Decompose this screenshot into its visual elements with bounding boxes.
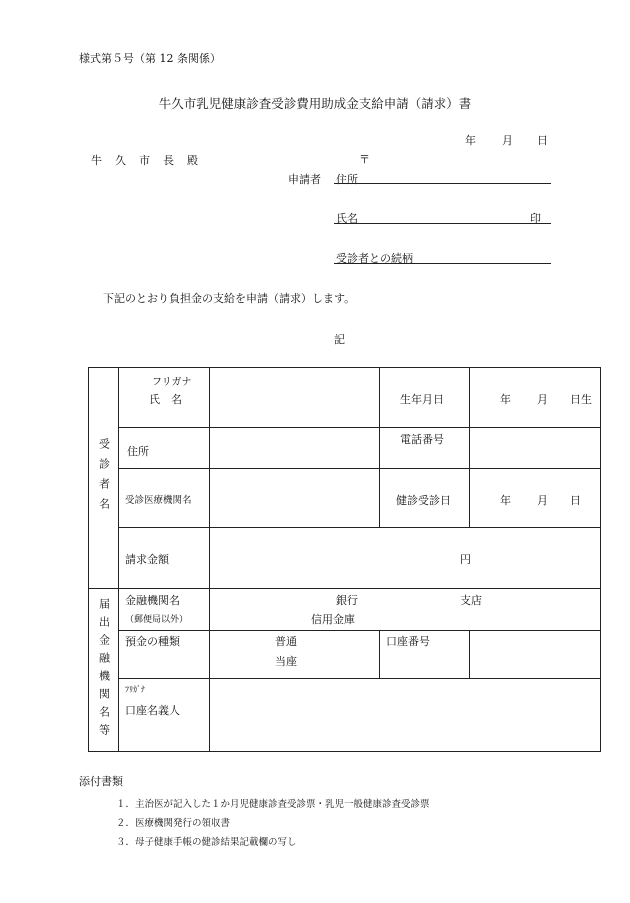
deposit-type-input[interactable] [210,631,380,679]
birth-label: 生年月日 [400,393,444,406]
applicant-address-label: 住所 [336,173,358,186]
addressee: 牛 久 市 長 殿 [91,154,199,167]
branch-label: 支店 [460,594,482,607]
birth-label-cell [380,368,470,428]
clinic-label: 受診医療機関名 [125,495,192,506]
holder-row [89,679,601,752]
address-line[interactable] [334,183,551,184]
yen-label: 円 [460,553,471,566]
birth-day-unit: 日生 [570,393,592,406]
attachment-item-2: ２．医療機関発行の領収書 [116,818,231,829]
postal-mark: 〒 [359,153,370,166]
institution-note: （郵便局以外） [125,615,189,625]
name-label-cell [119,368,210,428]
relation-line[interactable] [334,263,551,264]
statement: 下記のとおり負担金の支給を申請（請求）します。 [103,292,356,305]
institution-label: 金融機関名 [125,594,180,607]
patient-address-label: 住所 [127,445,149,458]
clinic-label-cell [119,469,210,528]
exam-day-unit: 日 [570,494,581,507]
attachment-item-1: １．主治医が記入した１か月児健康診査受診票・乳児一般健康診査受診票 [116,799,430,810]
date-month-label: 月 [502,134,513,147]
patient-section-label: 受診者名 [89,368,119,589]
birth-month-unit: 月 [537,393,548,406]
holder-label-cell [119,679,210,752]
date-year-label: 年 [465,134,476,147]
name-line[interactable] [334,223,551,224]
holder-label: 口座名義人 [125,704,180,717]
bank-section-label: 届出金融機関名等 [89,589,119,752]
clinic-input[interactable] [210,469,380,528]
account-number-label: 口座番号 [386,635,430,648]
deposit-row [89,631,601,679]
account-number-label-cell [380,631,470,679]
phone-label-cell [380,428,470,469]
ki-label: 記 [334,333,345,346]
applicant-name-label: 氏名 [336,212,358,225]
bank-label: 銀行 [336,594,358,607]
furigana-label: フリガナ [152,377,192,388]
deposit-current: 当座 [275,655,297,668]
seal-label: 印 [530,212,541,225]
deposit-ordinary: 普通 [275,635,297,648]
institution-label-cell [119,589,210,631]
deposit-type-label: 預金の種類 [125,635,180,648]
exam-date-input[interactable] [470,469,601,528]
birth-year-unit: 年 [500,393,511,406]
amount-label-cell [119,528,210,589]
holder-input[interactable] [210,679,601,752]
date-day-label: 日 [537,134,548,147]
amount-label: 請求金額 [125,553,169,566]
credit-union-label: 信用金庫 [311,613,355,626]
address-label-cell [119,428,210,469]
exam-date-label-cell [380,469,470,528]
phone-input[interactable] [470,428,601,469]
exam-month-unit: 月 [537,494,548,507]
patient-address-row [89,428,601,469]
clinic-row [89,469,601,528]
holder-furigana-label: ﾌﾘｶﾞﾅ [125,685,145,694]
patient-address-input[interactable] [210,428,380,469]
relation-label: 受診者との続柄 [336,252,413,265]
amount-row [89,528,601,589]
exam-year-unit: 年 [500,494,511,507]
deposit-type-label-cell [119,631,210,679]
applicant-label: 申請者 [288,173,321,186]
amount-input[interactable] [210,528,601,589]
institution-input[interactable] [210,589,601,631]
attachments-heading: 添付書類 [79,775,123,788]
patient-name-input[interactable] [210,368,380,428]
application-table [88,367,601,752]
exam-date-label: 健診受診日 [396,494,451,507]
birth-date-input[interactable] [470,368,601,428]
page-title: 牛久市乳児健康診査受診費用助成金支給申請（請求）書 [158,96,472,111]
patient-name-row [89,368,601,428]
institution-row [89,589,601,631]
patient-name-label: 氏 名 [149,393,182,406]
attachment-item-3: ３．母子健康手帳の健診結果記載欄の写し [116,837,297,848]
phone-label: 電話番号 [400,433,444,446]
form-number: 様式第５号（第 12 条関係） [79,52,221,65]
account-number-input[interactable] [470,631,601,679]
